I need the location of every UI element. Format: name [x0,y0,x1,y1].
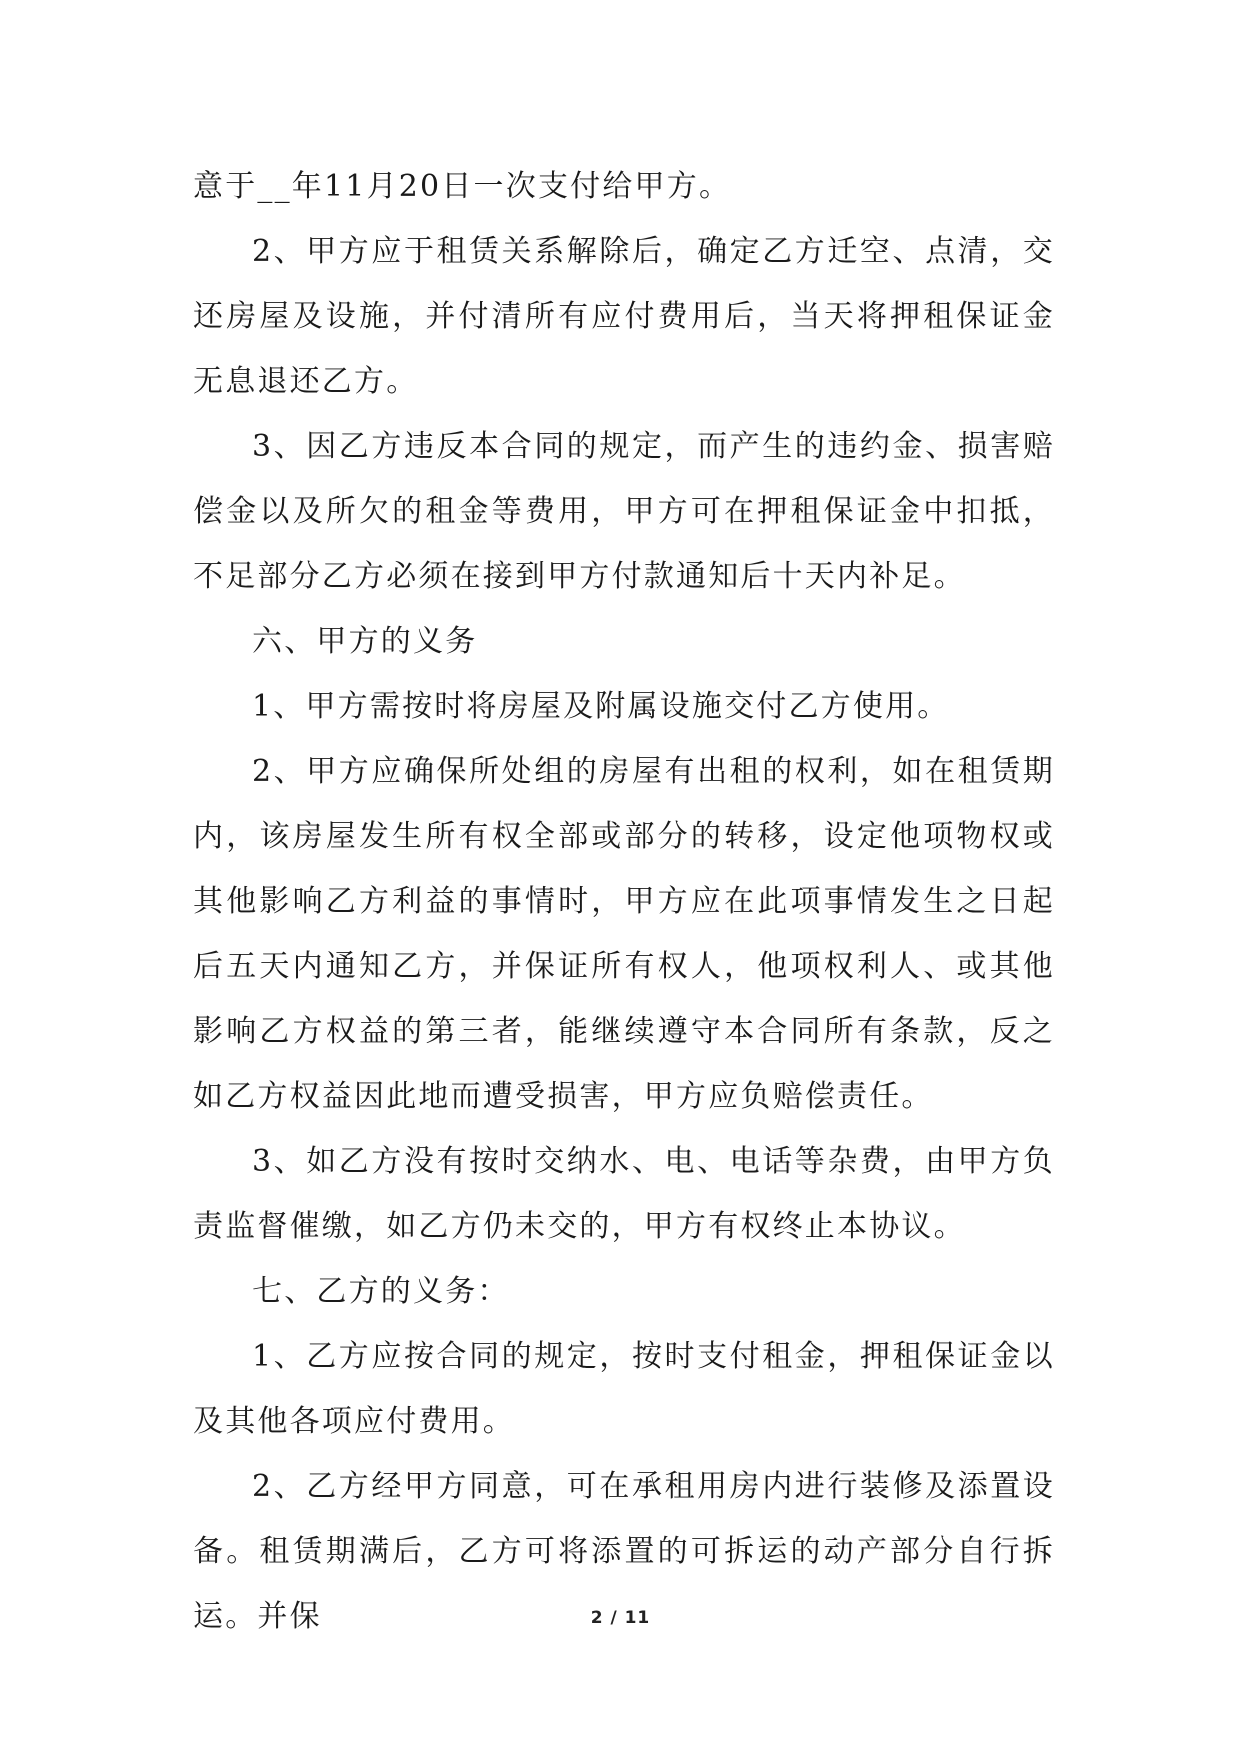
paragraph-3: 3、因乙方违反本合同的规定，而产生的违约金、损害赔偿金以及所欠的租金等费用，甲方可在押租保证金中扣抵，不足部分乙方必须在接到甲方付款通知后十天内补足。 [193,429,1055,594]
section-heading-7: 七、乙方的义务： [252,1274,510,1309]
section-heading-6: 六、甲方的义务 [252,624,478,659]
paragraph-7: 3、如乙方没有按时交纳水、电、电话等杂费，由甲方负责监督催缴，如乙方仍未交的，甲方有权终止本协议。 [193,1144,1055,1244]
document-body [193,154,1055,1649]
paragraph-2: 2、甲方应于租赁关系解除后，确定乙方迁空、点清，交还房屋及设施，并付清所有应付费用后，当天将押租保证金无息退还乙方。 [193,234,1055,399]
paragraph-9: 1、乙方应按合同的规定，按时支付租金，押租保证金以及其他各项应付费用。 [193,1339,1055,1439]
page-number: 2 / 11 [590,1608,651,1628]
paragraph-6: 2、甲方应确保所处组的房屋有出租的权利，如在租赁期内，该房屋发生所有权全部或部分的转移，设定他项物权或其他影响乙方利益的事情时，甲方应在此项事情发生之日起后五天内通知乙方，并保证所有权人，他项权利人、或其他影响乙方权益的第三者，能继续遵守本合同所有条款，反之如乙方权益因此地而遭受损害，甲方应负赔偿责任。 [193,754,1055,1114]
paragraph-1: 意于__年11月20日一次支付给甲方。 [193,169,732,204]
paragraph-5: 1、甲方需按时将房屋及附属设施交付乙方使用。 [252,689,950,724]
paragraph-10: 2、乙方经甲方同意，可在承租用房内进行装修及添置设备。租赁期满后，乙方可将添置的可拆运的动产部分自行拆运。并保 [193,1469,1055,1634]
